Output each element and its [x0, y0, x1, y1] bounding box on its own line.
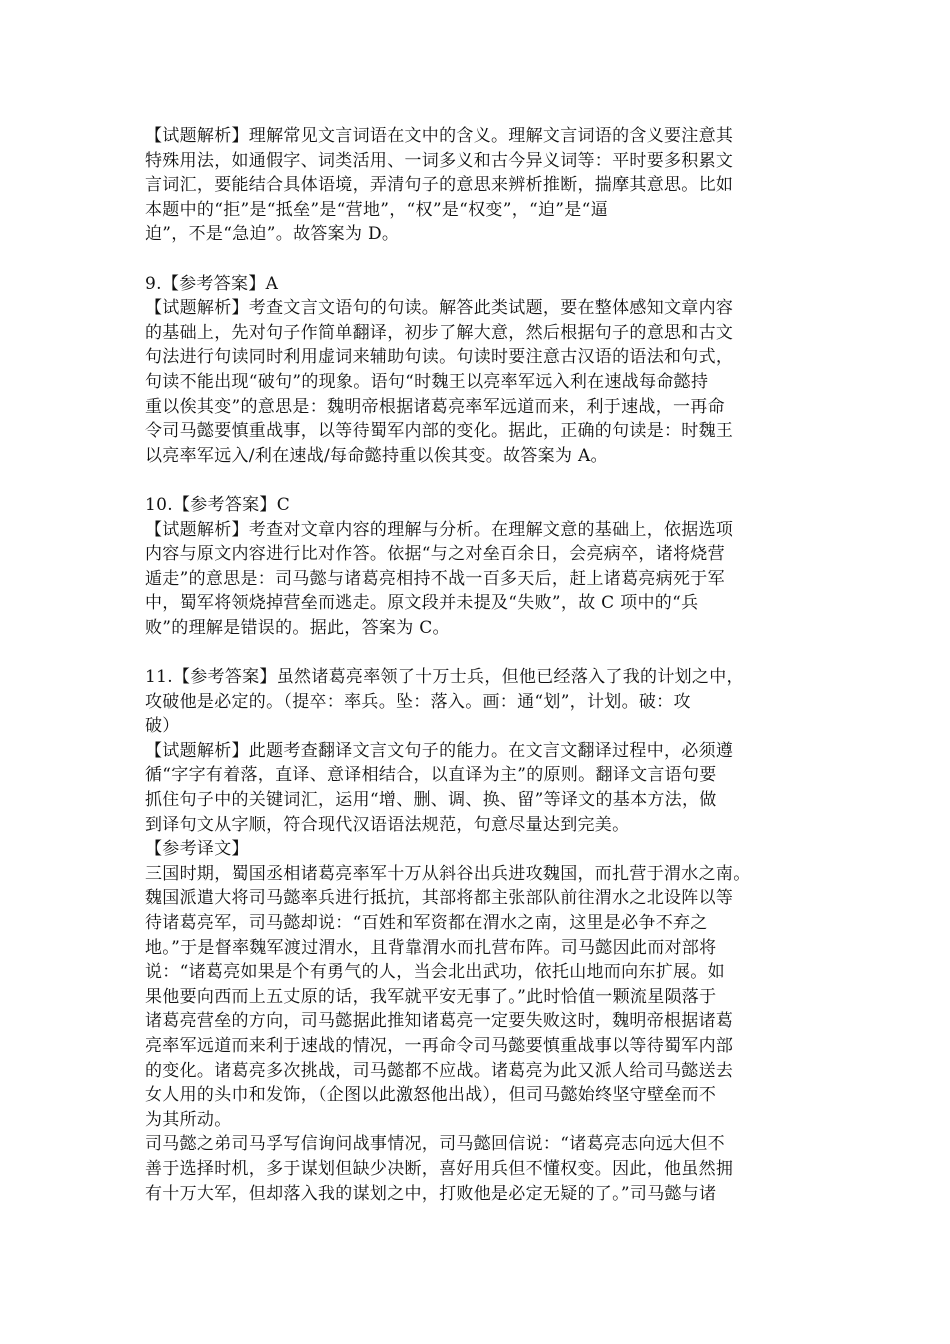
text-line: 中，蜀军将领烧掉营垒而逃走。原文段并未提及“失败”，故 C 项中的“兵: [145, 593, 699, 614]
text-line: 迫”，不是“急迫”。故答案为 D。: [145, 224, 400, 245]
text-line: 言词汇，要能结合具体语境，弄清句子的意思来辨析推断，揣摩其意思。比如: [145, 175, 734, 196]
text-line: 特殊用法，如通假字、词类活用、一词多义和古今异义词等：平时要多积累文: [145, 150, 734, 171]
q8-explanation: [145, 124, 815, 247]
text-line: 女人用的头巾和发饰，（企图以此激怒他出战），但司马懿始终坚守壁垒而不: [145, 1085, 717, 1106]
text-line: 以亮率军远入/利在速战/每命懿持重以俟其变。故答案为 A。: [145, 445, 608, 466]
q10-block: [145, 493, 815, 641]
text-line: 【试题解析】理解常见文言词语在文中的含义。理解文言词语的含义要注意其: [145, 126, 734, 146]
paragraph-gap: [145, 640, 815, 665]
q9-answer: 9.【参考答案】A: [145, 273, 279, 294]
text-line: 【试题解析】考查文言文语句的句读。解答此类试题，要在整体感知文章内容: [145, 298, 734, 319]
text-line: 地。”于是督率魏军渡过渭水，且背靠渭水而扎营布阵。司马懿因此而对部将: [145, 937, 717, 958]
text-line: 遁走”的意思是：司马懿与诸葛亮相持不战一百多天后，赶上诸葛亮病死于军: [145, 568, 725, 589]
text-line: 司马懿之弟司马孚写信询问战事情况，司马懿回信说：“诸葛亮志向远大但不: [145, 1134, 725, 1155]
text-line: 令司马懿要慎重战事，以等待蜀军内部的变化。据此，正确的句读是：时魏王: [145, 421, 734, 442]
text-line: 循“字字有着落，直译、意译相结合，以直译为主”的原则。翻译文言语句要: [145, 765, 717, 786]
text-line: 的变化。诸葛亮多次挑战，司马懿都不应战。诸葛亮为此又派人给司马懿送去: [145, 1060, 734, 1081]
text-line: 的基础上，先对句子作简单翻译，初步了解大意，然后根据句子的意思和古文: [145, 322, 734, 343]
q11-block: [145, 665, 815, 1206]
text-line: 果他要向西而上五丈原的话，我军就平安无事了。”此时恰值一颗流星陨落于: [145, 986, 717, 1007]
text-line: 破）: [145, 716, 180, 737]
text-line: 魏国派遣大将司马懿率兵进行抵抗，其部将都主张部队前往渭水之北设阵以等: [145, 888, 734, 909]
text-line: 待诸葛亮军，司马懿却说：“百姓和军资都在渭水之南，这里是必争不弃之: [145, 913, 708, 933]
text-line: 善于选择时机，多于谋划但缺少决断，喜好用兵但不懂权变。因此，他虽然拥: [145, 1158, 734, 1179]
text-line: 诸葛亮营垒的方向，司马懿据此推知诸葛亮一定要失败这时，魏明帝根据诸葛: [145, 1011, 734, 1032]
q10-answer: 10.【参考答案】C: [145, 494, 291, 515]
text-line: 有十万大军，但却落入我的谋划之中，打败他是必定无疑的了。”司马懿与诸: [145, 1183, 717, 1204]
text-line: 攻破他是必定的。（提卒：率兵。坠：落入。画：通“划”，计划。破：攻: [145, 691, 691, 712]
text-line: 重以俟其变”的意思是：魏明帝根据诸葛亮率军远道而来，利于速战，一再命: [145, 396, 725, 417]
text-line: 亮率军远道而来利于速战的情况，一再命令司马懿要慎重战事以等待蜀军内部: [145, 1035, 734, 1056]
translation-heading: 【参考译文】: [145, 839, 249, 860]
q9-block: [145, 272, 815, 469]
text-line: 【试题解析】考查对文章内容的理解与分析。在理解文意的基础上，依据选项: [145, 519, 734, 540]
text-line: 本题中的“拒”是“抵垒”是“营地”，“权”是“权变”，“迫”是“逼: [145, 199, 608, 220]
text-line: 内容与原文内容进行比对作答。依据“与之对垒百余日，会亮病卒，诸将烧营: [145, 544, 725, 565]
text-line: 为其所动。: [145, 1109, 232, 1130]
text-line: 句读不能出现“破句”的现象。语句“时魏王以亮率军远入利在速战每命懿持: [145, 371, 709, 392]
document-body: [145, 124, 815, 1206]
text-line: 三国时期，蜀国丞相诸葛亮率军十万从斜谷出兵进攻魏国，而扎营于渭水之南。: [145, 863, 751, 884]
text-line: 抓住句子中的关键词汇，运用“增、删、调、换、留”等译文的基本方法，做: [145, 790, 717, 811]
text-line: 【试题解析】此题考查翻译文言文句子的能力。在文言文翻译过程中，必须遵: [145, 740, 734, 761]
text-line: 说：“诸葛亮如果是个有勇气的人，当会北出武功，依托山地而向东扩展。如: [145, 962, 725, 983]
text-line: 到译句文从字顺，符合现代汉语语法规范，句意尽量达到完美。: [145, 814, 630, 835]
paragraph-gap: [145, 247, 815, 272]
text-line: 句法进行句读同时利用虚词来辅助句读。句读时要注意古汉语的语法和句式，: [145, 347, 734, 368]
paragraph-gap: [145, 468, 815, 493]
q11-answer: 11.【参考答案】虽然诸葛亮率领了十万士兵，但他已经落入了我的计划之中，: [145, 667, 744, 688]
text-line: 败”的理解是错误的。据此，答案为 C。: [145, 617, 450, 638]
